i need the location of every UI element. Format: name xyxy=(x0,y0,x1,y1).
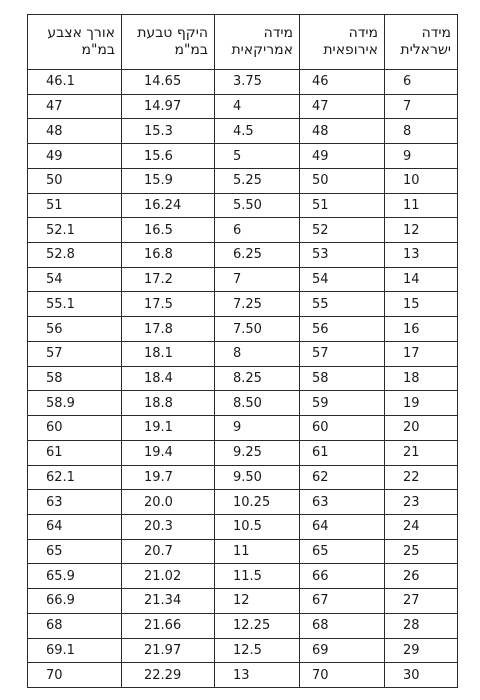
table-row xyxy=(28,391,458,416)
table-cell-israeli-size: 18 xyxy=(385,366,458,391)
table-cell-finger-length-mm: 63 xyxy=(28,490,122,515)
table-cell-ring-circumference-mm: 18.1 xyxy=(122,341,215,366)
table-cell-european-size: 70 xyxy=(300,663,385,688)
table-cell-ring-circumference-mm: 14.97 xyxy=(122,94,215,119)
table-cell-finger-length-mm: 52.1 xyxy=(28,218,122,243)
table-cell-european-size: 46 xyxy=(300,70,385,95)
table-cell-finger-length-mm: 54 xyxy=(28,267,122,292)
table-cell-israeli-size: 12 xyxy=(385,218,458,243)
table-cell-finger-length-mm: 48 xyxy=(28,119,122,144)
table-cell-israeli-size: 29 xyxy=(385,638,458,663)
table-cell-ring-circumference-mm: 17.2 xyxy=(122,267,215,292)
table-cell-american-size: 9.25 xyxy=(215,440,300,465)
table-row xyxy=(28,243,458,268)
column-header-israeli-size xyxy=(385,15,458,70)
table-cell-ring-circumference-mm: 20.7 xyxy=(122,539,215,564)
table-cell-european-size: 63 xyxy=(300,490,385,515)
column-header-finger-length-mm xyxy=(28,15,122,70)
table-cell-israeli-size: 11 xyxy=(385,193,458,218)
table-cell-israeli-size: 13 xyxy=(385,243,458,268)
header-row xyxy=(28,15,458,70)
table-row xyxy=(28,663,458,688)
column-header-line2: אירופאית xyxy=(323,42,378,58)
table-cell-israeli-size: 15 xyxy=(385,292,458,317)
table-cell-israeli-size: 26 xyxy=(385,564,458,589)
table-cell-european-size: 48 xyxy=(300,119,385,144)
table-cell-israeli-size: 8 xyxy=(385,119,458,144)
column-header-line2: במ"מ xyxy=(174,42,208,58)
table-row xyxy=(28,341,458,366)
table-cell-american-size: 9.50 xyxy=(215,465,300,490)
column-header-european-size xyxy=(300,15,385,70)
table-cell-finger-length-mm: 66.9 xyxy=(28,589,122,614)
table-cell-finger-length-mm: 58.9 xyxy=(28,391,122,416)
table-cell-ring-circumference-mm: 17.5 xyxy=(122,292,215,317)
table-cell-israeli-size: 25 xyxy=(385,539,458,564)
table-cell-american-size: 11.5 xyxy=(215,564,300,589)
table-cell-european-size: 64 xyxy=(300,514,385,539)
table-row xyxy=(28,638,458,663)
table-cell-israeli-size: 19 xyxy=(385,391,458,416)
table-cell-european-size: 54 xyxy=(300,267,385,292)
table-cell-israeli-size: 23 xyxy=(385,490,458,515)
table-cell-ring-circumference-mm: 16.24 xyxy=(122,193,215,218)
table-row xyxy=(28,144,458,169)
table-cell-finger-length-mm: 57 xyxy=(28,341,122,366)
column-header-line1: מידה xyxy=(263,25,293,41)
table-cell-american-size: 12 xyxy=(215,589,300,614)
table-cell-american-size: 10.25 xyxy=(215,490,300,515)
table-row xyxy=(28,119,458,144)
table-cell-american-size: 3.75 xyxy=(215,70,300,95)
column-header-line2: במ"מ xyxy=(81,42,115,58)
table-row xyxy=(28,514,458,539)
table-cell-ring-circumference-mm: 16.8 xyxy=(122,243,215,268)
table-cell-finger-length-mm: 55.1 xyxy=(28,292,122,317)
ring-size-table xyxy=(27,14,458,688)
table-cell-american-size: 7.25 xyxy=(215,292,300,317)
table-cell-ring-circumference-mm: 20.0 xyxy=(122,490,215,515)
table-cell-european-size: 60 xyxy=(300,416,385,441)
table-cell-finger-length-mm: 58 xyxy=(28,366,122,391)
table-row xyxy=(28,366,458,391)
table-cell-ring-circumference-mm: 14.65 xyxy=(122,70,215,95)
table-cell-israeli-size: 10 xyxy=(385,168,458,193)
table-cell-finger-length-mm: 62.1 xyxy=(28,465,122,490)
table-cell-israeli-size: 28 xyxy=(385,613,458,638)
table-cell-ring-circumference-mm: 15.9 xyxy=(122,168,215,193)
table-cell-ring-circumference-mm: 15.3 xyxy=(122,119,215,144)
table-cell-american-size: 11 xyxy=(215,539,300,564)
table-cell-european-size: 53 xyxy=(300,243,385,268)
table-cell-american-size: 5.25 xyxy=(215,168,300,193)
table-cell-ring-circumference-mm: 21.66 xyxy=(122,613,215,638)
table-cell-israeli-size: 16 xyxy=(385,317,458,342)
table-cell-finger-length-mm: 52.8 xyxy=(28,243,122,268)
table-cell-american-size: 9 xyxy=(215,416,300,441)
table-row xyxy=(28,70,458,95)
table-cell-israeli-size: 17 xyxy=(385,341,458,366)
table-cell-israeli-size: 7 xyxy=(385,94,458,119)
table-cell-ring-circumference-mm: 15.6 xyxy=(122,144,215,169)
size-chart xyxy=(27,14,457,688)
table-cell-american-size: 10.5 xyxy=(215,514,300,539)
table-cell-finger-length-mm: 61 xyxy=(28,440,122,465)
table-cell-american-size: 7.50 xyxy=(215,317,300,342)
table-cell-finger-length-mm: 50 xyxy=(28,168,122,193)
table-cell-finger-length-mm: 46.1 xyxy=(28,70,122,95)
table-cell-american-size: 6 xyxy=(215,218,300,243)
table-cell-american-size: 12.25 xyxy=(215,613,300,638)
table-cell-ring-circumference-mm: 16.5 xyxy=(122,218,215,243)
table-cell-european-size: 50 xyxy=(300,168,385,193)
table-cell-israeli-size: 27 xyxy=(385,589,458,614)
table-cell-ring-circumference-mm: 18.8 xyxy=(122,391,215,416)
table-cell-european-size: 49 xyxy=(300,144,385,169)
table-cell-european-size: 55 xyxy=(300,292,385,317)
table-cell-israeli-size: 21 xyxy=(385,440,458,465)
table-cell-european-size: 56 xyxy=(300,317,385,342)
table-row xyxy=(28,317,458,342)
table-cell-european-size: 61 xyxy=(300,440,385,465)
table-row xyxy=(28,465,458,490)
table-cell-finger-length-mm: 70 xyxy=(28,663,122,688)
table-row xyxy=(28,218,458,243)
column-header-line2: ישראלית xyxy=(400,42,451,58)
table-row xyxy=(28,292,458,317)
table-cell-ring-circumference-mm: 20.3 xyxy=(122,514,215,539)
table-cell-israeli-size: 22 xyxy=(385,465,458,490)
table-row xyxy=(28,589,458,614)
table-cell-finger-length-mm: 56 xyxy=(28,317,122,342)
table-cell-finger-length-mm: 51 xyxy=(28,193,122,218)
table-row xyxy=(28,440,458,465)
table-cell-israeli-size: 30 xyxy=(385,663,458,688)
table-cell-european-size: 68 xyxy=(300,613,385,638)
table-cell-finger-length-mm: 65 xyxy=(28,539,122,564)
table-cell-ring-circumference-mm: 19.1 xyxy=(122,416,215,441)
table-cell-israeli-size: 9 xyxy=(385,144,458,169)
table-cell-israeli-size: 14 xyxy=(385,267,458,292)
table-cell-american-size: 4.5 xyxy=(215,119,300,144)
table-cell-ring-circumference-mm: 21.34 xyxy=(122,589,215,614)
table-cell-israeli-size: 24 xyxy=(385,514,458,539)
table-row xyxy=(28,267,458,292)
table-cell-finger-length-mm: 65.9 xyxy=(28,564,122,589)
table-cell-american-size: 5 xyxy=(215,144,300,169)
table-cell-american-size: 8.25 xyxy=(215,366,300,391)
table-cell-ring-circumference-mm: 21.97 xyxy=(122,638,215,663)
table-cell-european-size: 65 xyxy=(300,539,385,564)
table-body xyxy=(28,70,458,688)
column-header-line1: מידה xyxy=(348,25,378,41)
table-row xyxy=(28,416,458,441)
column-header-line1: היקף טבעת xyxy=(137,25,208,41)
table-cell-israeli-size: 6 xyxy=(385,70,458,95)
table-cell-ring-circumference-mm: 19.7 xyxy=(122,465,215,490)
table-row xyxy=(28,564,458,589)
table-cell-finger-length-mm: 47 xyxy=(28,94,122,119)
table-cell-american-size: 8.50 xyxy=(215,391,300,416)
table-row xyxy=(28,94,458,119)
column-header-american-size xyxy=(215,15,300,70)
table-cell-european-size: 52 xyxy=(300,218,385,243)
table-cell-ring-circumference-mm: 21.02 xyxy=(122,564,215,589)
table-cell-european-size: 59 xyxy=(300,391,385,416)
table-cell-european-size: 47 xyxy=(300,94,385,119)
table-row xyxy=(28,490,458,515)
column-header-ring-circumference-mm xyxy=(122,15,215,70)
column-header-line1: מידה xyxy=(421,25,451,41)
table-cell-european-size: 62 xyxy=(300,465,385,490)
table-cell-american-size: 13 xyxy=(215,663,300,688)
table-cell-american-size: 5.50 xyxy=(215,193,300,218)
table-row xyxy=(28,539,458,564)
table-cell-finger-length-mm: 68 xyxy=(28,613,122,638)
table-row xyxy=(28,193,458,218)
column-header-line2: אמריקאית xyxy=(231,42,293,58)
table-cell-finger-length-mm: 60 xyxy=(28,416,122,441)
table-cell-american-size: 6.25 xyxy=(215,243,300,268)
table-row xyxy=(28,613,458,638)
table-cell-american-size: 7 xyxy=(215,267,300,292)
table-cell-ring-circumference-mm: 22.29 xyxy=(122,663,215,688)
table-cell-ring-circumference-mm: 19.4 xyxy=(122,440,215,465)
table-cell-american-size: 4 xyxy=(215,94,300,119)
table-cell-finger-length-mm: 64 xyxy=(28,514,122,539)
table-cell-european-size: 67 xyxy=(300,589,385,614)
table-cell-european-size: 51 xyxy=(300,193,385,218)
column-header-line1: אורך אצבע xyxy=(47,25,115,41)
table-cell-israeli-size: 20 xyxy=(385,416,458,441)
table-cell-ring-circumference-mm: 17.8 xyxy=(122,317,215,342)
table-cell-american-size: 12.5 xyxy=(215,638,300,663)
table-cell-european-size: 58 xyxy=(300,366,385,391)
table-row xyxy=(28,168,458,193)
table-cell-european-size: 69 xyxy=(300,638,385,663)
table-cell-finger-length-mm: 49 xyxy=(28,144,122,169)
table-cell-finger-length-mm: 69.1 xyxy=(28,638,122,663)
table-cell-american-size: 8 xyxy=(215,341,300,366)
table-cell-ring-circumference-mm: 18.4 xyxy=(122,366,215,391)
table-cell-european-size: 57 xyxy=(300,341,385,366)
table-cell-european-size: 66 xyxy=(300,564,385,589)
